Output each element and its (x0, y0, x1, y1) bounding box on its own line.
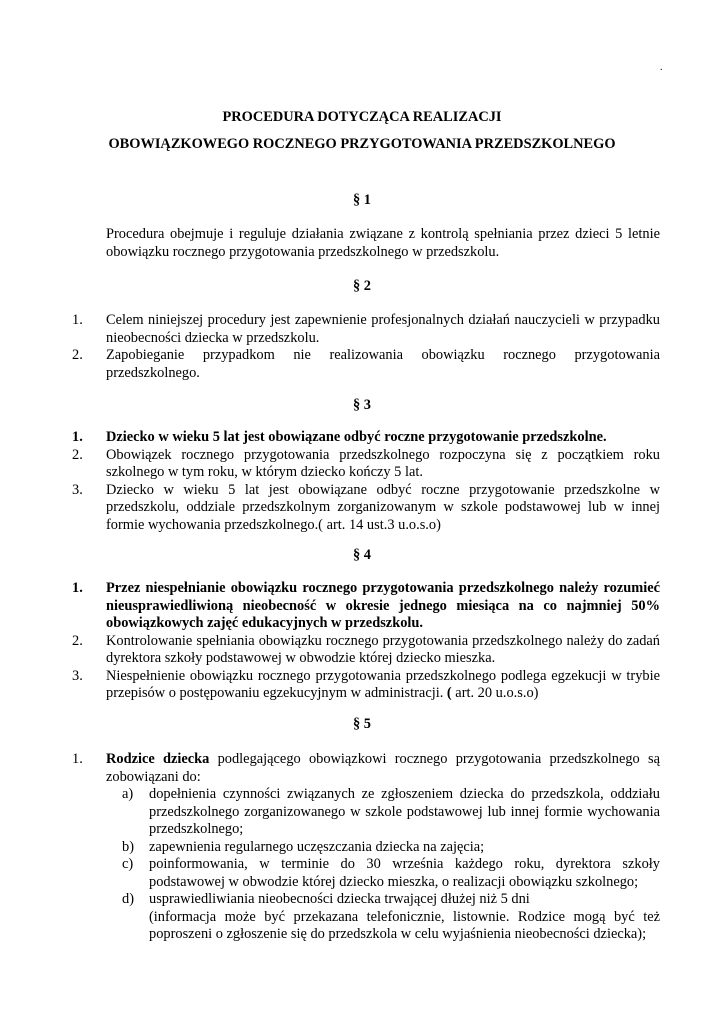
sub-item-letter: a) (122, 786, 134, 802)
sub-item-text: poinformowania, w terminie do 30 września każdego roku, dyrektora szkoły podstawowej w obwodzie której dziecko mieszka, o realizacji obowiązku szkolnego; (149, 856, 660, 890)
item-number: 3. (72, 481, 83, 498)
sub-list-item (106, 839, 660, 857)
list-item (72, 347, 660, 382)
item-number: 2. (72, 347, 83, 363)
sub-item-text: usprawiedliwiania nieobecności dziecka trwającej dłużej niż 5 dni (149, 891, 530, 907)
list-item (72, 633, 660, 668)
item-number: 1. (72, 429, 83, 445)
item-lead-bold: Rodzice dziecka (106, 751, 210, 767)
item-text: Dziecko w wieku 5 lat jest obowiązane odbyć roczne przygotowanie przedszkolne. (106, 429, 607, 445)
sub-item-letter: b) (122, 838, 134, 855)
sub-item-note: (informacja może być przekazana telefonicznie, listownie. Rodzice mogą być też poproszeni o zgłoszenie się do przedszkola w celu wyjaśnienia nieobecności dziecka); (149, 908, 660, 942)
list-item (72, 580, 660, 633)
section-2-list (72, 312, 660, 382)
item-number: 2. (72, 632, 83, 649)
item-text: Dziecko w wieku 5 lat jest obowiązane odbyć roczne przygotowanie przedszkolne w przedszkolu, oddziale przedszkolnym zorganizowanym w szkole podstawowej lub w innej formie wychowania przedszkolnego.( art. 14 ust.3 u.o.s.o) (106, 481, 660, 533)
item-text: art. 20 u.o.s.o) (451, 685, 539, 701)
item-number: 3. (72, 667, 83, 684)
item-text: Zapobieganie przypadkom nie realizowania obowiązku rocznego przygotowania przedszkolnego. (106, 347, 660, 381)
section-1-text: Procedura obejmuje i reguluje działania związane z kontrolą spełniania przez dzieci 5 letnie obowiązku rocznego przygotowania przedszkolnego w przedszkolu. (106, 226, 660, 260)
list-item (72, 447, 660, 482)
section-1-heading: § 1 (353, 192, 371, 208)
sub-list-item (106, 891, 660, 944)
corner-mark: . (660, 62, 663, 73)
list-item (72, 482, 660, 535)
list-item (72, 668, 660, 703)
list-item (72, 429, 660, 447)
item-text: Obowiązek rocznego przygotowania przedszkolnego rozpoczyna się z początkiem roku szkolnego w tym roku, w którym dziecko kończy 5 lat. (106, 446, 660, 480)
title-line-2: OBOWIĄZKOWEGO ROCZNEGO PRZYGOTOWANIA PRZEDSZKOLNEGO (108, 136, 616, 152)
sub-item-letter: d) (122, 891, 134, 907)
sub-list-item (106, 786, 660, 839)
item-text: Kontrolowanie spełniania obowiązku rocznego przygotowania przedszkolnego należy do zadań dyrektora szkoły podstawowej w obwodzie której dziecko mieszka. (106, 632, 660, 666)
sub-item-text: dopełnienia czynności związanych ze zgłoszeniem dziecka do przedszkola, oddziału przedszkolnego zorganizowanego w szkole podstawowej lub innej formie wychowania przedszkolnego; (149, 786, 660, 837)
item-text: Przez niespełnianie obowiązku rocznego przygotowania przedszkolnego należy rozumieć nieusprawiedliwioną nieobecność w okresie jednego miesiąca na co najmniej 50% obowiązkowych zajęć edukacyjnych w przedszkolu. (106, 580, 660, 631)
item-text: Celem niniejszej procedury jest zapewnienie profesjonalnych działań nauczycieli w przypadku nieobecności dziecka w przedszkolu. (106, 312, 660, 346)
item-text-bold: ( (446, 685, 452, 701)
title-line-1: PROCEDURA DOTYCZĄCA REALIZACJI (222, 109, 502, 125)
section-3-list (72, 429, 660, 534)
section-4-list (72, 580, 660, 703)
item-text: Niespełnienie obowiązku rocznego przygotowania przedszkolnego podlega egzekucji w trybie przepisów o postępowaniu egzekucyjnym w administracji. (106, 667, 660, 701)
item-number: 1. (72, 312, 83, 328)
item-number: 1. (72, 580, 83, 596)
sub-list-item (106, 856, 660, 891)
list-item (72, 312, 660, 347)
section-3-heading: § 3 (353, 397, 371, 413)
list-item (72, 751, 660, 944)
item-text: podlegającego obowiązkowi rocznego przygotowania przedszkolnego są zobowiązani do: (106, 751, 660, 785)
item-number: 2. (72, 446, 83, 463)
section-4-heading: § 4 (353, 547, 371, 563)
section-5-heading: § 5 (353, 716, 371, 732)
item-number: 1. (72, 751, 83, 767)
section-5-list (72, 751, 660, 944)
sub-list (106, 786, 660, 944)
sub-item-text: zapewnienia regularnego uczęszczania dziecka na zajęcia; (149, 838, 485, 855)
section-2-heading: § 2 (353, 278, 371, 294)
sub-item-letter: c) (122, 856, 134, 872)
